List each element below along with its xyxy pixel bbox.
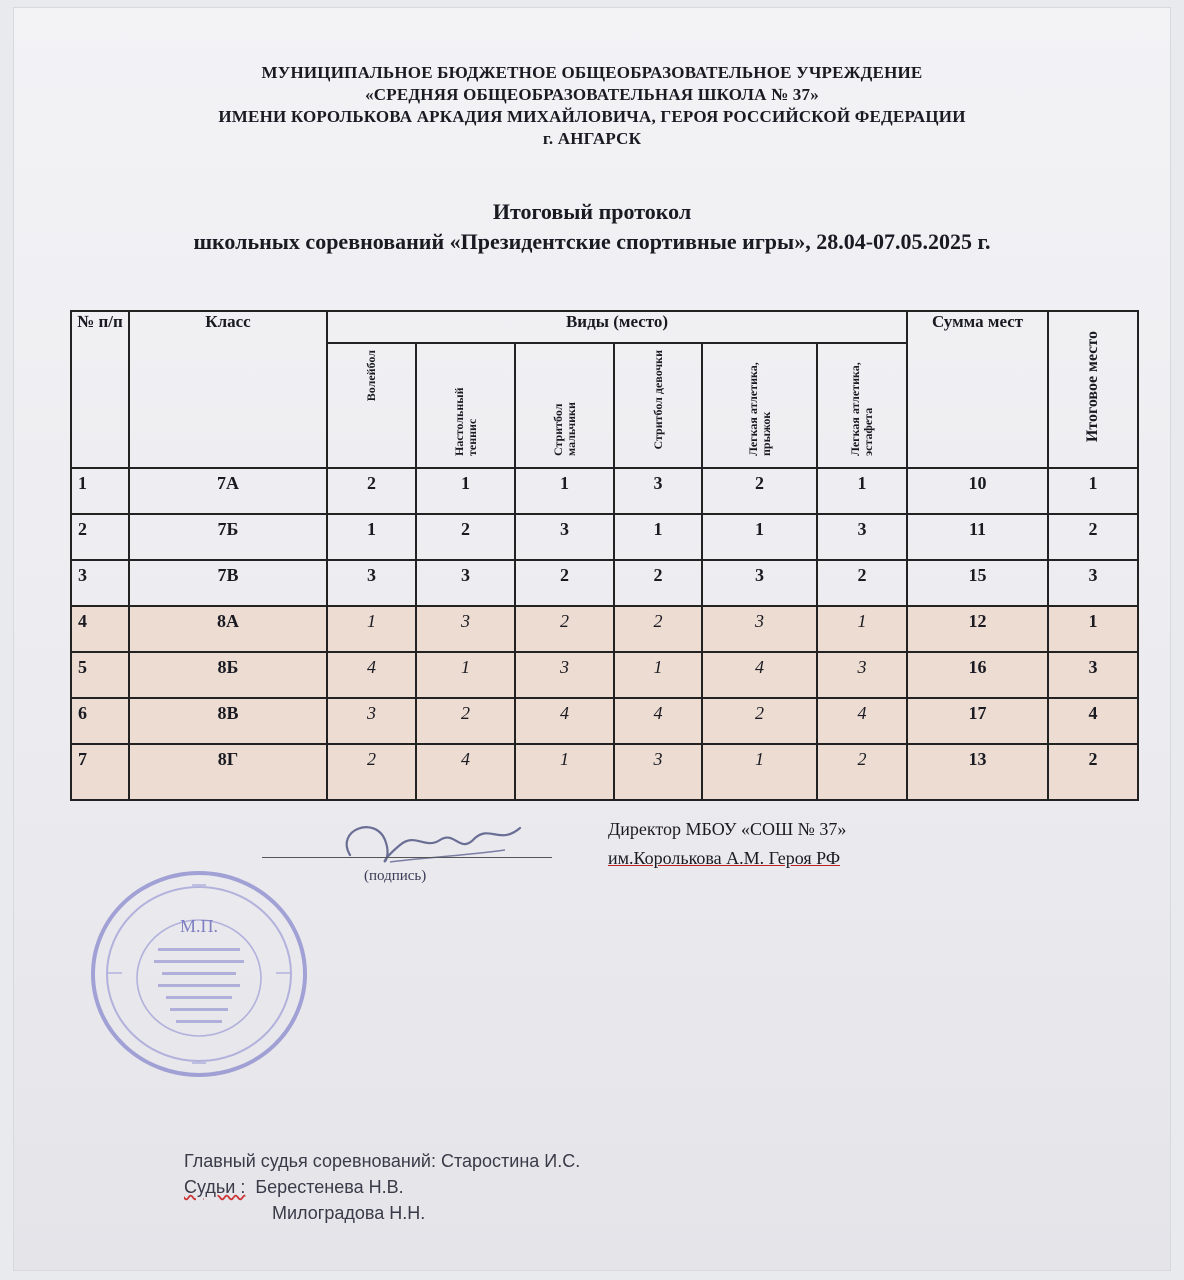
judges-label: Судьи : xyxy=(184,1177,246,1197)
director-name: им.Королькова А.М. Героя РФ xyxy=(608,848,841,868)
protocol-title xyxy=(0,197,1184,257)
signature-line xyxy=(262,857,552,858)
col-header-kinds: Виды (место) xyxy=(327,311,907,343)
director-title: Директор МБОУ «СОШ № 37» xyxy=(608,819,847,839)
col-header-sport-4: Стритбол девочки xyxy=(614,343,702,468)
col-header-sport-6: Легкая атлетика, эстафета xyxy=(817,343,907,468)
table-row: 6 8В 3 2 4 4 2 4 17 4 xyxy=(71,698,1138,744)
col-header-sport-1: Волейбол xyxy=(327,343,416,468)
col-header-sport-3: Стритбол мальчики xyxy=(515,343,614,468)
table-row: 4 8А 1 3 2 2 3 1 12 1 xyxy=(71,606,1138,652)
table-row: 5 8Б 4 1 3 1 4 3 16 3 xyxy=(71,652,1138,698)
chief-judge: Главный судья соревнований: Старостина И.С. xyxy=(184,1151,581,1171)
judges-line xyxy=(184,1174,580,1200)
signature-caption: (подпись) xyxy=(364,868,427,884)
judge-2: Милоградова Н.Н. xyxy=(272,1203,426,1223)
director-block xyxy=(608,815,846,873)
header-line-3: ИМЕНИ КОРОЛЬКОВА АРКАДИЯ МИХАЙЛОВИЧА, ГЕРОЯ РОССИЙСКОЙ ФЕДЕРАЦИИ xyxy=(218,107,966,126)
results-table xyxy=(70,310,1139,801)
col-header-num: № п/п xyxy=(71,311,129,468)
table-row: 1 7А 2 1 1 3 2 1 10 1 xyxy=(71,468,1138,514)
table-row: 3 7В 3 3 2 2 3 2 15 3 xyxy=(71,560,1138,606)
title-line-1: Итоговый протокол xyxy=(492,199,692,224)
col-header-final: Итоговое место xyxy=(1048,311,1138,468)
svg-text:М.П.: М.П. xyxy=(179,916,219,936)
title-line-2: школьных соревнований «Президентские спортивные игры», 28.04-07.05.2025 г. xyxy=(193,229,991,254)
table-row: 7 8Г 2 4 1 3 1 2 13 2 xyxy=(71,744,1138,800)
judges-block xyxy=(184,1148,580,1226)
header-line-1: МУНИЦИПАЛЬНОЕ БЮДЖЕТНОЕ ОБЩЕОБРАЗОВАТЕЛЬНОЕ УЧРЕЖДЕНИЕ xyxy=(261,63,923,82)
handwritten-signature xyxy=(330,810,550,880)
school-header xyxy=(0,62,1184,150)
col-header-sport-5: Легкая атлетика, прыжок xyxy=(702,343,817,468)
col-header-sport-2: Настольный теннис xyxy=(416,343,515,468)
table-row: 2 7Б 1 2 3 1 1 3 11 2 xyxy=(71,514,1138,560)
header-line-2: «СРЕДНЯЯ ОБЩЕОБРАЗОВАТЕЛЬНАЯ ШКОЛА № 37» xyxy=(365,85,819,104)
judge-1: Берестенева Н.В. xyxy=(255,1177,404,1197)
col-header-sum: Сумма мест xyxy=(907,311,1048,468)
school-seal-stamp xyxy=(88,868,310,1080)
header-line-4: г. АНГАРСК xyxy=(542,129,642,148)
col-header-class: Класс xyxy=(129,311,327,468)
